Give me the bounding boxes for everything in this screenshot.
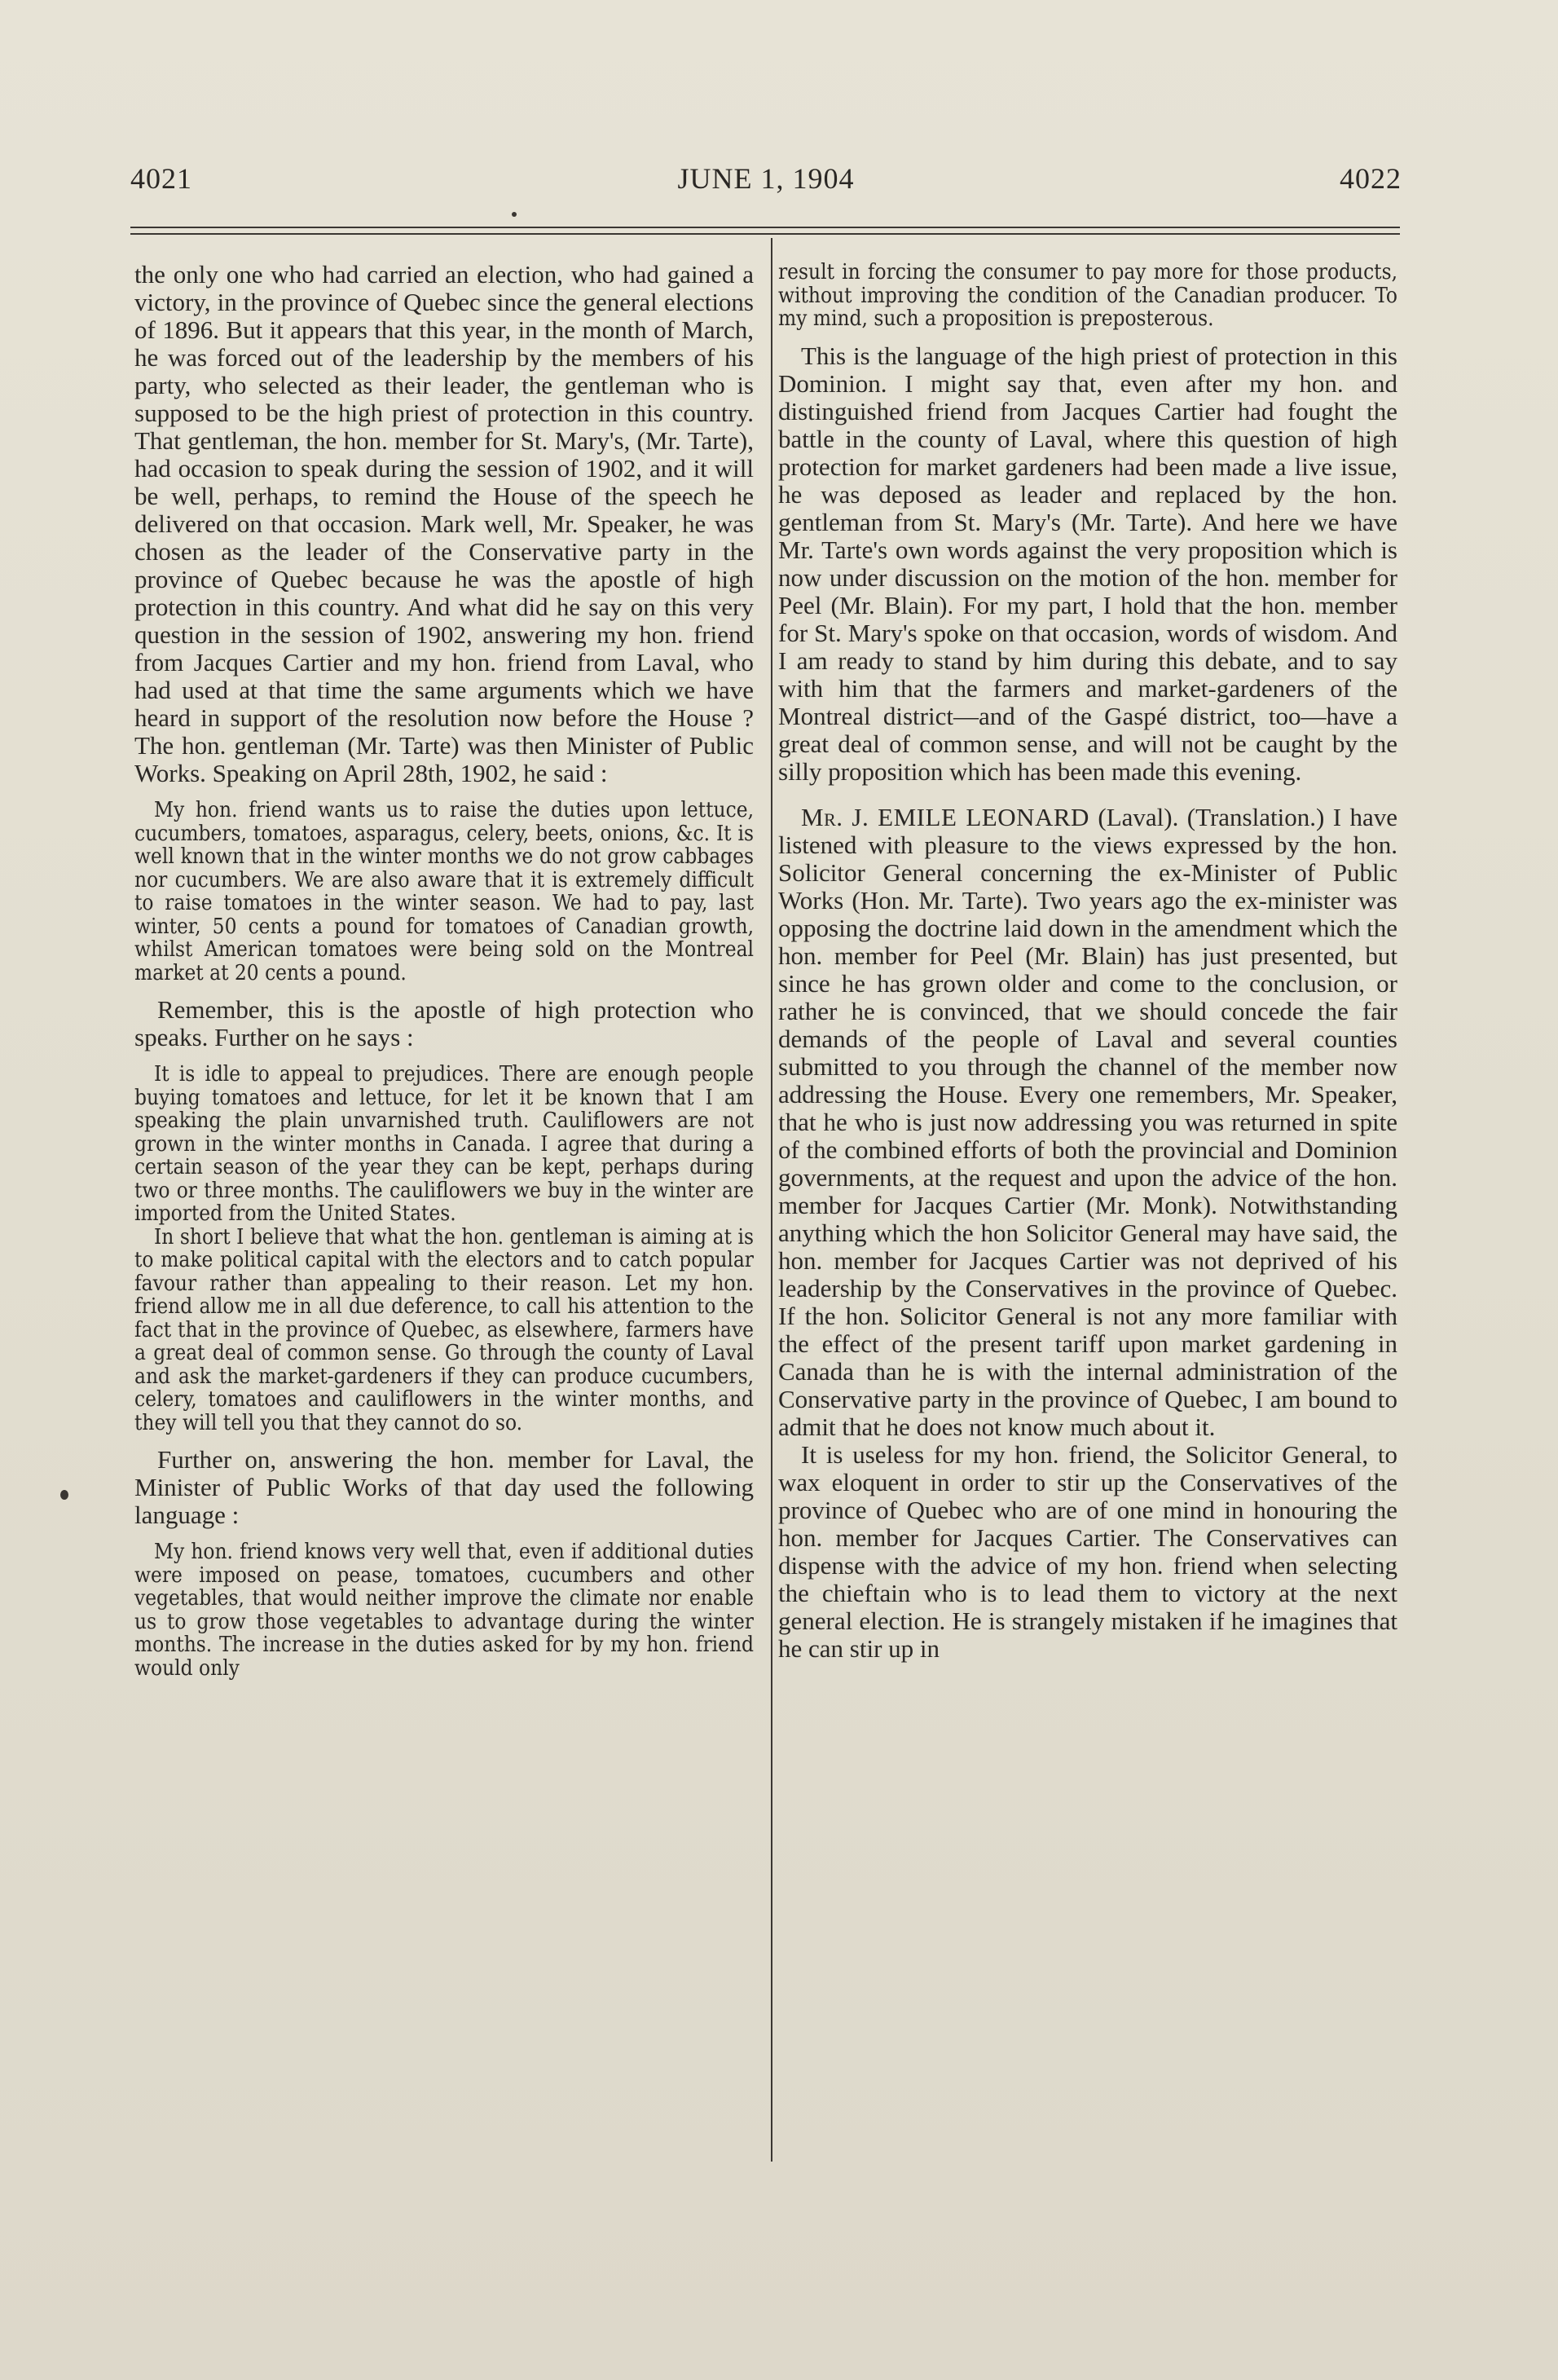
quotation: result in forcing the consumer to pay more for those products, without improving the condition of the Canadian producer. To my mind, such a proposition is preposterous. [778,260,1397,331]
page-header [130,161,1402,202]
column-divider [771,238,772,2162]
paragraph: the only one who had carried an election, who had gained a victory, in the province of Quebec since the general elections of 1896. But it appears that this year, in the month of March, he was forced out of the leadership by the members of his party, who selected as their leader, the gentleman who is supposed to be the high priest of protection in this country. That gentleman, the hon. member for St. Mary's, (Mr. Tarte), had occasion to speak during the session of 1902, and it will be well, perhaps, to remind the House of the speech he delivered on that occasion. Mark well, Mr. Speaker, he was chosen as the leader of the Conservative party in the province of Quebec because he was the apostle of high protection in this country. And what did he say on this very question in the session of 1902, answering my hon. friend from Jacques Cartier and my hon. friend from Laval, who had used at that time the same arguments which we have heard in support of the resolution now before the House ? The hon. gentleman (Mr. Tarte) was then Minister of Public Works. Speaking on April 28th, 1902, he said : [134,260,754,787]
paragraph: Remember, this is the apostle of high protection who speaks. Further on he says : [134,995,754,1051]
page-number-right: 4022 [1340,162,1402,195]
header-rule-top [130,227,1400,228]
paragraph: It is useless for my hon. friend, the Solicitor General, to wax eloquent in order to stir up the Conservatives of the province of Quebec who are of one mind in honouring the hon. member for Jacques Cartier. The Conservatives can dispense with the advice of my hon. friend when selecting the chieftain who is to lead them to victory at the next general election. He is strangely mistaken if he imagines that he can stir up in [778,1439,1397,1663]
quotation: It is idle to appeal to prejudices. There are enough people buying tomatoes and lettuce, for let it be known that I am speaking the plain unvarnished truth. Cauliflowers are not grown in the winter months in Canada. I agree that during a certain season of the year they can be kept, perhaps during two or three months. The cauliflowers we buy in the winter are imported from the United States. [134,1062,754,1226]
quotation: My hon. friend wants us to raise the duties upon lettuce, cucumbers, tomatoes, asparagus, celery, beets, onions, &c. It is well known that in the winter months we do not grow cabbages nor cucumbers. We are also aware that it is extremely difficult to raise tomatoes in the winter season. We had to pay, last winter, 50 cents a pound for tomatoes of Canadian growth, whilst American tomatoes were being sold on the Montreal market at 20 cents a pound. [134,798,754,985]
left-column [134,261,754,1680]
page-number-left: 4021 [130,162,192,195]
ink-speck [60,1490,68,1500]
speech-text: (Laval). (Translation.) I have listened with pleasure to the views expressed by the hon. Solicitor General concerning the ex-Minister of Public Works (Hon. Mr. Tarte). Two years ago the ex-minister was opposing the doctrine laid down in the amendment which the hon. member for Peel (Mr. Blain) has just presented, but since he has grown older and come to the conclusion, or rather he is convinced, that we should concede the fair demands of the people of Laval and several counties submitted to you through the channel of the member now addressing the House. Every one remembers, Mr. Speaker, that he who is just now addressing you was returned in spite of the combined efforts of both the provincial and Dominion governments, at the request and upon the advice of the hon. member for Jacques Cartier (Mr. Monk). Notwithstanding anything which the hon Solicitor General may have said, the hon. member for Jacques Cartier was not deprived of his leadership by the Conservatives in the province of Quebec. If the hon. Solicitor General is not any more familiar with the effect of the present tariff upon market gardening in Canada than he is with the internal administration of the Conservative party in the province of Quebec, I am bound to admit that he does not know much about it. [778,802,1397,1441]
paragraph: Further on, answering the hon. member for Laval, the Minister of Public Works of that day used the following language : [134,1445,754,1529]
right-column [778,261,1397,1663]
speech-paragraph [778,804,1397,1441]
quotation: My hon. friend knows very well that, even if additional duties were imposed on pease, tomatoes, cucumbers and other vegetables, that would neither improve the climate nor enable us to grow those vegetables to advantage during the winter months. The increase in the duties asked for by my hon. friend would only [134,1540,754,1681]
quotation: In short I believe that what the hon. gentleman is aiming at is to make political capital with the electors and to catch popular favour rather than appealing to their reason. Let my hon. friend allow me in all due deference, to call his attention to the fact that in the province of Quebec, as elsewhere, farmers have a great deal of common sense. Go through the county of Laval and ask the market-gardeners if they can produce cucumbers, celery, tomatoes and cauliflowers in the winter months, and they will tell you that they cannot do so. [134,1224,754,1435]
ink-speck [512,212,517,217]
paragraph: This is the language of the high priest of protection in this Dominion. I might say that, even after my hon. and distinguished friend from Jacques Cartier had fought the battle in the county of Laval, where this question of high protection for market gardeners had been made a live issue, he was deposed as leader and replaced by the hon. gentleman from St. Mary's (Mr. Tarte). And here we have Mr. Tarte's own words against the very proposition which is now under discussion on the motion of the hon. member for Peel (Mr. Blain). For my part, I hold that the hon. member for St. Mary's spoke on that occasion, words of wisdom. And I am ready to stand by him during this debate, and to say with him that the farmers and market-gardeners of the Montreal district—and of the Gaspé district, too—have a great deal of common sense, and will not be caught by the silly proposition which has been made this evening. [778,341,1397,786]
header-rule-bottom [130,233,1400,235]
page-date: JUNE 1, 1904 [677,162,855,195]
speaker-name: Mr. J. EMILE LEONARD [801,802,1089,831]
